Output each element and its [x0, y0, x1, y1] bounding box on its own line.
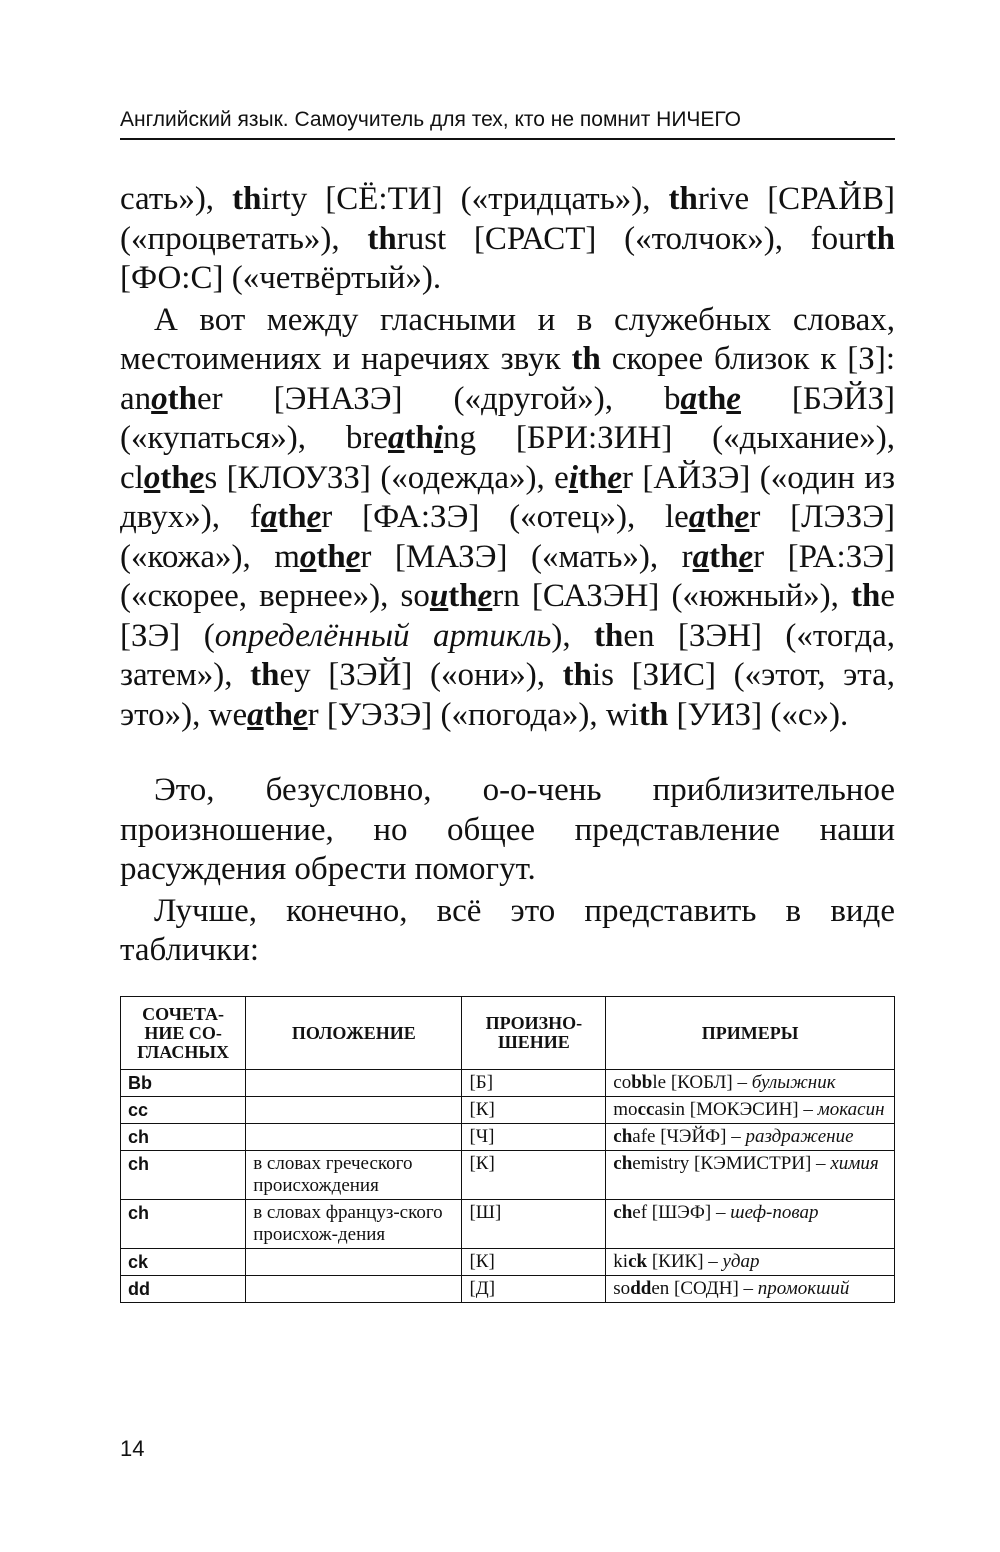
cell-combination: cc: [121, 1097, 246, 1124]
cell-pronunciation: [К]: [462, 1097, 606, 1124]
paragraph-th-voiceless-examples: сать»), thirty [СЁ:ТИ] («тридцать»), thrive [СРАЙВ] («процветать»), thrust [СРАСТ] («толчок»), fourth [ФО:С] («четвёртый»).: [120, 181, 895, 296]
cell-pronunciation: [Ч]: [462, 1124, 606, 1151]
cell-pronunciation: [Д]: [462, 1276, 606, 1303]
cell-example: chef [ШЭФ] – шеф-повар: [606, 1200, 895, 1249]
column-header-position: ПОЛОЖЕНИЕ: [246, 997, 462, 1070]
consonant-combinations-table: [120, 996, 895, 1303]
cell-combination: Bb: [121, 1070, 246, 1097]
body-text: [120, 180, 895, 971]
table-row: [121, 1249, 895, 1276]
cell-combination: ch: [121, 1151, 246, 1200]
cell-combination: ch: [121, 1200, 246, 1249]
table-row: [121, 1276, 895, 1303]
table-header-row: [121, 997, 895, 1070]
page-number: 14: [120, 1436, 145, 1461]
cell-pronunciation: [К]: [462, 1249, 606, 1276]
cell-position: [246, 1070, 462, 1097]
cell-example: chemistry [КЭМИСТРИ] – химия: [606, 1151, 895, 1200]
table-row: [121, 1124, 895, 1151]
table-row: [121, 1151, 895, 1200]
table-row: [121, 1097, 895, 1124]
cell-example: cobble [КОБЛ] – булыжник: [606, 1070, 895, 1097]
table-row: [121, 1200, 895, 1249]
cell-combination: ch: [121, 1124, 246, 1151]
column-header-pronunciation: ПРОИЗНО-ШЕНИЕ: [462, 997, 606, 1070]
cell-position: в словах греческого происхождения: [246, 1151, 462, 1200]
cell-combination: dd: [121, 1276, 246, 1303]
table-row: [121, 1070, 895, 1097]
cell-position: [246, 1249, 462, 1276]
cell-position: [246, 1097, 462, 1124]
paragraph-approximation-note: Это, безусловно, о-о-чень приблизительное произношение, но общее представление наши расуждения обрести помогут.: [120, 772, 895, 887]
cell-combination: ck: [121, 1249, 246, 1276]
paragraph-th-voiced-examples: А вот между гласными и в служебных словах, местоимениях и наречиях звук th скорее близок к [З]: another [ЭНАЗЭ] («другой»), bathe [БЭЙЗ] («купаться»), breathing [БРИ:ЗИН] («дыхание»), clothes [КЛОУЗЗ] («одежда»), either [АЙЗЭ] («один из двух»), father [ФА:ЗЭ] («отец»), leather [ЛЭЗЭ] («кожа»), mother [МАЗЭ] («мать»), rather [РА:ЗЭ] («скорее, вернее»), southern [САЗЭН] («южный»), the [ЗЭ] (определённый артикль), then [ЗЭН] («тогда, затем»), they [ЗЭЙ] («они»), this [ЗИС] («этот, эта, это»), weather [УЭЗЭ] («погода»), with [УИЗ] («с»).: [120, 301, 896, 733]
cell-position: [246, 1124, 462, 1151]
paragraph-table-intro: Лучше, конечно, всё это представить в виде таблички:: [120, 892, 895, 968]
cell-example: sodden [СОДН] – промокший: [606, 1276, 895, 1303]
column-header-examples: ПРИМЕРЫ: [606, 997, 895, 1070]
running-head: Английский язык. Самоучитель для тех, кто не помнит НИЧЕГО: [120, 106, 895, 140]
cell-position: в словах француз-ского происхож-дения: [246, 1200, 462, 1249]
cell-example: kick [КИК] – удар: [606, 1249, 895, 1276]
column-header-combination: СОЧЕТА-НИЕ СО-ГЛАСНЫХ: [121, 997, 246, 1070]
cell-pronunciation: [Б]: [462, 1070, 606, 1097]
cell-example: moccasin [МОКЭСИН] – мокасин: [606, 1097, 895, 1124]
cell-pronunciation: [К]: [462, 1151, 606, 1200]
cell-pronunciation: [Ш]: [462, 1200, 606, 1249]
cell-position: [246, 1276, 462, 1303]
cell-example: chafe [ЧЭЙФ] – раздражение: [606, 1124, 895, 1151]
